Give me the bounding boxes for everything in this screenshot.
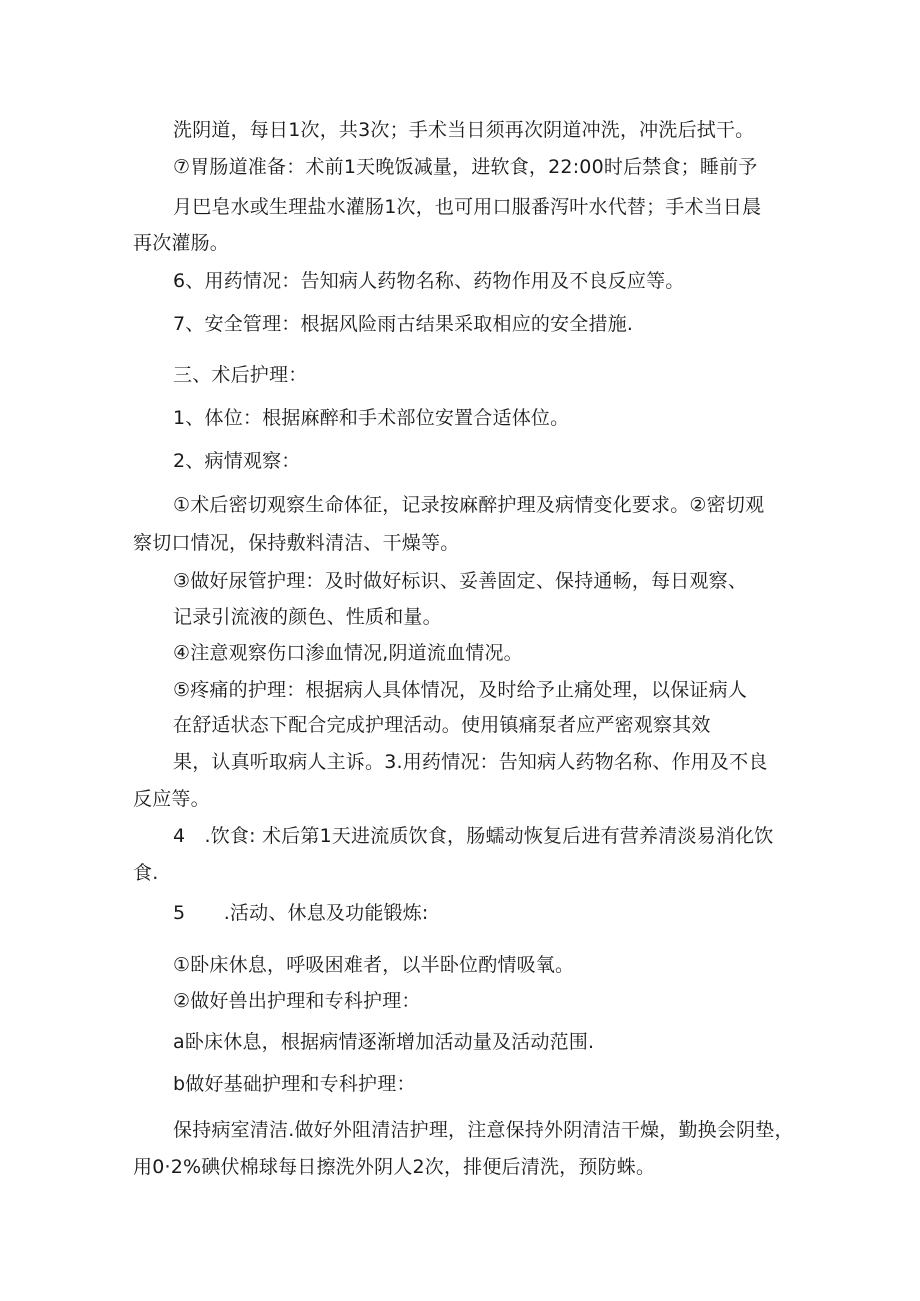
text-line-19: 4 .饮食: 术后第1天进流质饮食，肠蠕动恢复后进有营养清淡易消化饮 [173, 825, 774, 847]
text-line-8: 1、体位：根据麻醉和手术部位安置合适体位。 [173, 407, 570, 429]
text-line-17: 果，认真听取病人主诉。3.用药情况：告知病人药物名称、作用及不良 [173, 751, 768, 773]
text-line-15: ⑤疼痛的护理：根据病人具体情况，及时给予止痛处理，以保证病人 [173, 679, 748, 701]
section-heading: 三、术后护理： [173, 364, 308, 386]
text-line-14: ④注意观察伤口渗血情况,阴道流血情况。 [173, 642, 523, 664]
text-line-11: 察切口情况，保持敷料清洁、干燥等。 [133, 532, 460, 554]
text-line-9: 2、病情观察： [173, 450, 301, 472]
text-line-27: 用0·2%碘伏棉球每日擦洗外阴人2次，排便后清洗，预防蛛。 [133, 1156, 656, 1178]
text-line-12: ③做好尿管护理：及时做好标识、妥善固定、保持通畅，每日观察、 [173, 570, 748, 592]
text-line-13: 记录引流液的颜色、性质和量。 [173, 606, 442, 628]
text-line-6: 7、安全管理：根据风险雨古结果采取相应的安全措施. [173, 313, 634, 335]
text-line-18: 反应等。 [133, 788, 210, 810]
text-line-24: a卧床休息，根据病情逐渐增加活动量及活动范围. [173, 1031, 595, 1053]
text-line-25: b做好基础护理和专科护理： [173, 1073, 416, 1095]
text-line-16: 在舒适状态下配合完成护理活动。使用镇痛泵者应严密观察其效 [173, 714, 711, 736]
text-line-20: 食. [133, 862, 159, 884]
text-line-26: 保持病室清洁.做好外阻清洁护理，注意保持外阴清洁干燥，勤换会阴垫， [173, 1119, 794, 1141]
text-line-23: ②做好兽出护理和专科护理： [173, 990, 421, 1012]
text-line-3: 月巴皂水或生理盐水灌肠1次，也可用口服番泻叶水代替；手术当日晨 [173, 196, 762, 218]
text-line-2: ⑦胃肠道准备：术前1天晚饭减量，进软食，22:00时后禁食；睡前予 [173, 156, 758, 178]
text-line-1: 洗阴道，每日1次，共3次；手术当日须再次阴道冲洗，冲洗后拭干。 [173, 119, 755, 141]
text-line-5: 6、用药情况：告知病人药物名称、药物作用及不良反应等。 [173, 270, 685, 292]
text-line-4: 再次灌肠。 [133, 232, 230, 254]
text-line-21: 5 .活动、休息及功能锻炼: [173, 902, 429, 924]
text-line-10: ①术后密切观察生命体征，记录按麻醉护理及病情变化要求。②密切观 [173, 494, 765, 516]
text-line-22: ①卧床休息，呼吸困难者，以半卧位酌情吸氧。 [173, 954, 575, 976]
